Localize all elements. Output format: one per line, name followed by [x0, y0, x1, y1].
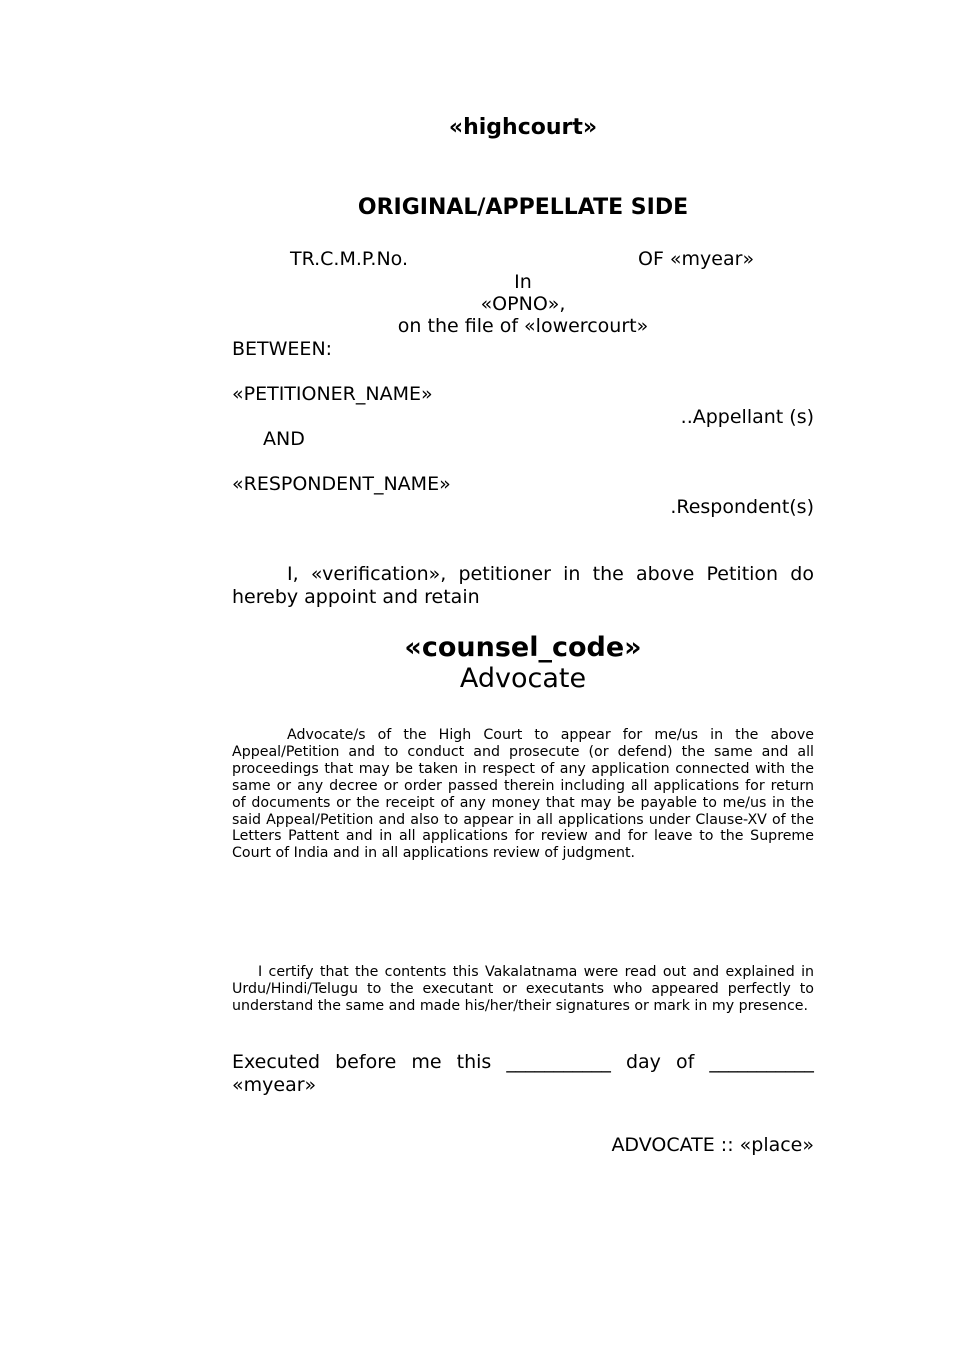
appointment-paragraph: I, «verification», petitioner in the above Petition do hereby appoint and retain: [232, 563, 814, 608]
day-blank: ___________: [506, 1051, 611, 1073]
execution-word: this: [456, 1051, 492, 1073]
authority-paragraph: Advocate/s of the High Court to appear for me/us in the above Appeal/Petition and to conduct and prosecute (or defend) the same and all proceedings that may be taken in respect of any application connected with the same or any decree or order passed therein including all applications for return of documents or the receipt of any money that may be payable to me/us in the said Appeal/Petition and also to appear in all applications under Clause-XV of the Letters Pattent and in all applications for review and for leave to the Supreme Court of India and in all applications review of judgment.: [232, 727, 814, 862]
month-blank: ___________: [709, 1051, 814, 1073]
appellant-label: ..Appellant (s): [680, 406, 814, 428]
execution-words: [232, 1051, 814, 1074]
execution-word: before: [335, 1051, 397, 1073]
side-heading: ORIGINAL/APPELLATE SIDE: [357, 195, 689, 220]
execution-year: «myear»: [232, 1073, 317, 1096]
opno-field: «OPNO»,: [480, 293, 566, 315]
between-label: BETWEEN:: [232, 338, 333, 360]
case-year-label: OF «myear»: [638, 248, 755, 270]
execution-word: me: [411, 1051, 442, 1073]
advocate-title: Advocate: [459, 663, 587, 694]
lower-court-line: on the file of «lowercourt»: [397, 315, 649, 337]
case-number-label: TR.C.M.P.No.: [290, 248, 408, 270]
court-name: «highcourt»: [448, 115, 598, 140]
respondent-name: «RESPONDENT_NAME»: [232, 473, 451, 495]
execution-word: day: [625, 1051, 661, 1073]
and-label: AND: [263, 428, 305, 450]
in-label: In: [514, 271, 532, 293]
execution-word: Executed: [232, 1051, 321, 1073]
advocate-signature: ADVOCATE :: «place»: [611, 1134, 814, 1156]
petitioner-name: «PETITIONER_NAME»: [232, 383, 433, 405]
certification-paragraph: I certify that the contents this Vakalatnama were read out and explained in Urdu/Hindi/Telugu to the executant or executants who appeared perfectly to understand the same and made his/her/their signatures or mark in my presence.: [232, 964, 814, 1014]
execution-line: [232, 1051, 814, 1096]
counsel-code: «counsel_code»: [404, 632, 642, 663]
execution-word: of: [676, 1051, 695, 1073]
respondent-label: .Respondent(s): [670, 496, 814, 518]
